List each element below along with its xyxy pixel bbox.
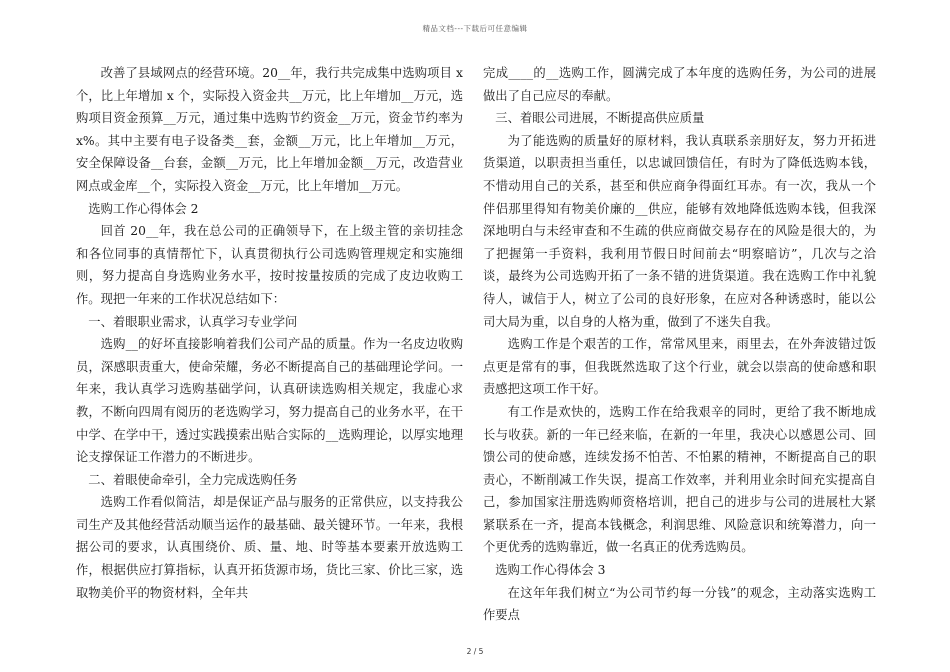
- section-title: 选购工作心得体会 2: [88, 201, 199, 216]
- paragraph: 为了能选购的质量好的原材料，我认真联系亲朋好友，努力开拓进货渠道，以职责担当重任，以忠诚回馈信任，有时为了降低选购本钱，不惜动用自己的关系，甚至和供应商争得面红耳赤。有一次，我从一个伴侣那里得知有物美价廉的__供应，能够有效地降低选购本钱，但我深深地明白与未经审查和不生疏的供应商做交易存在的风险是很大的，为了把握第一手资料，我利用节假日时间前去“明察暗访”，几次与之洽谈，最终为公司选购开拓了一条不错的进货渠道。我在选购工作中礼貌待人，诚信于人，树立了公司的良好形象，在应对各种诱惑时，能以公司大局为重，以自身的人格为重，做到了不迷失自我。: [483, 133, 876, 329]
- paragraph: 回首 20__年，我在总公司的正确领导下，在上级主管的亲切挂念和各位同事的真情帮忙下，认真贯彻执行公司选购管理规定和实施细则，努力提高自身选购业务水平，按时按量按质的完成了皮边收购工作。现把一年来的工作状况总结如下：: [76, 224, 463, 306]
- paragraph: 选购工作是个艰苦的工作，常常风里来，雨里去，在外奔波错过饭点更是常有的事，但我既然选取了这个行业，就会以崇高的使命感和职责感把这项工作干好。: [483, 337, 876, 397]
- paragraph: 改善了县域网点的经营环境。20__年，我行共完成集中选购项目 x 个，比上年增加 x 个，实际投入资金共__万元，比上年增加__万元，选购项目资金预算__万元，通过集中选购节约资金__万元，资金节约率为 x%。其中主要有电子设备类__套，金额__万元，比上年增加__万元，安全保障设备__台套，金额__万元，比上年增加金额__万元，改造营业网点或金库__个，实际投入资金__万元，比上年增加__万元。: [76, 66, 467, 193]
- section-title: 选购工作心得体会 3: [495, 563, 606, 578]
- left-column: [76, 62, 467, 604]
- section-heading: 三、着眼公司进展，不断提高供应质量: [495, 111, 705, 126]
- section-heading: 一、着眼职业需求，认真学习专业学问: [88, 314, 298, 329]
- page-header: 精品文档---下载后可任意编辑: [422, 24, 528, 33]
- section-heading: 二、着眼使命牵引，全力完成选购任务: [88, 472, 298, 487]
- paragraph: 选购__的好坏直接影响着我们公司产品的质量。作为一名皮边收购员，深感职责重大，使命荣耀，务必不断提高自己的基础理论学问。一年来，我认真学习选购基础学问，认真研读选购相关规定，我虚心求教，不断向四周有阅历的老选购学习，努力提高自己的业务水平，在干中学、在学中干，透过实践摸索出贴合实际的__选购理论，以厚实地理论支撑保证工作潜力的不断进步。: [76, 337, 463, 465]
- right-column: [483, 62, 876, 627]
- paragraph: 在这年年我们树立“为公司节约每一分钱”的观念，主动落实选购工作要点: [483, 585, 876, 623]
- page-number: 2 / 5: [466, 647, 484, 656]
- paragraph: 完成____的__选购工作，圆满完成了本年度的选购任务，为公司的进展做出了自己应尽的奉献。: [483, 66, 876, 103]
- paragraph: 选购工作看似简洁，却是保证产品与服务的正常供应，以支持我公司生产及其他经营活动顺当运作的最基础、最关键环节。一年来，我根据公司的要求，认真围绕价、质、量、地、时等基本要素开放选购工作，根据供应打算指标，认真开拓货源市场，货比三家、价比三家，选取物美价平的物资材料，全年共: [76, 495, 463, 600]
- paragraph: 有工作是欢快的，选购工作在给我艰辛的同时，更给了我不断地成长与收获。新的一年已经来临，在新的一年里，我决心以感恩公司、回馈公司的使命感，连续发扬不怕苦、不怕累的精神，不断提高自己的职责心，不断削减工作失误，提高工作效率，并利用业余时间充实提高自己，参加国家注册选购师资格培训，把自己的进步与公司的进展杜大紧紧联系在一齐，提高本钱概念，利润思维、风险意识和统筹潜力，向一个更优秀的选购靠近，做一名真正的优秀选购员。: [483, 404, 876, 555]
